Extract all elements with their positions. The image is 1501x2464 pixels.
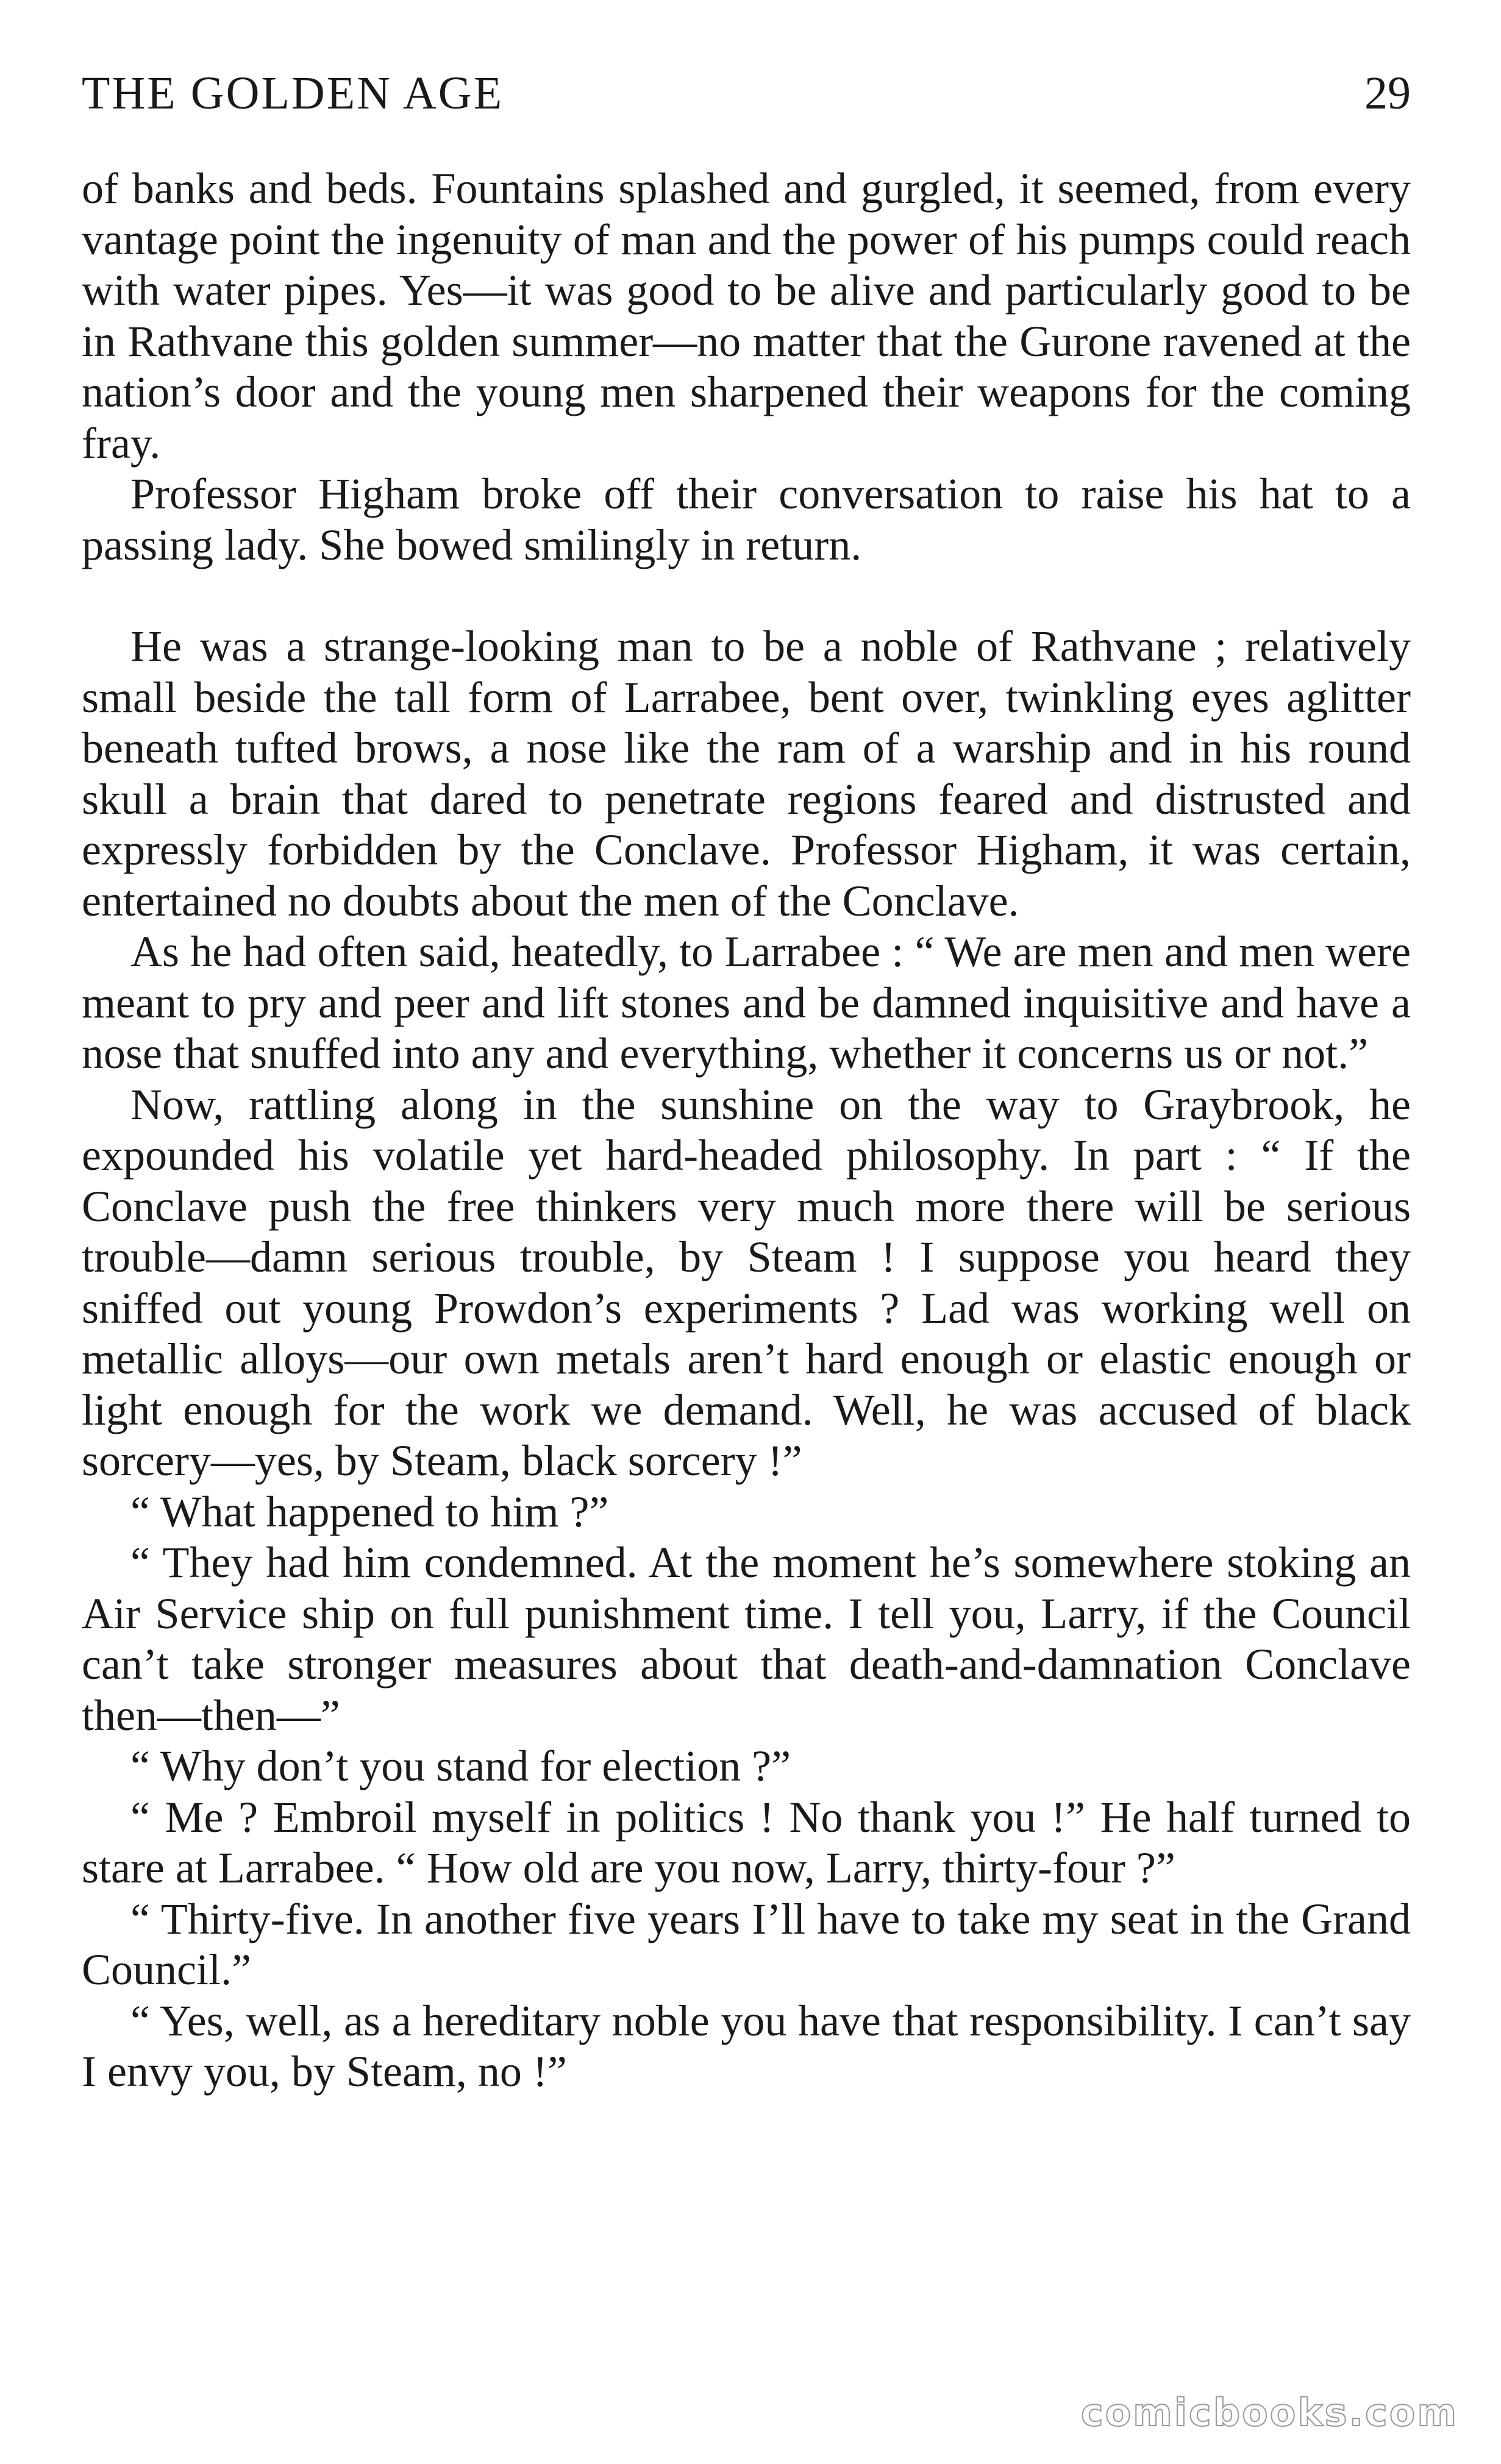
watermark: comicbooks.com (1080, 2390, 1458, 2435)
paragraph: Professor Higham broke off their conversation to raise his hat to a passing lady. She bowed smilingly in return. (82, 469, 1411, 569)
dialogue-line: “ What happened to him ?” (130, 1487, 609, 1536)
dialogue-line: “ Thirty-five. In another five years I’ll have to take my seat in the Grand Council.” (82, 1894, 1411, 1994)
dialogue-line: “ Yes, well, as a hereditary noble you have that responsibility. I can’t say I envy you, by Steam, no !” (82, 1996, 1411, 2096)
dialogue-line: “ Me ? Embroil myself in politics ! No thank you !” He half turned to stare at Larrabee. “ How old are you now, Larry, thirty-four ?” (82, 1792, 1411, 1892)
running-title: THE GOLDEN AGE (82, 68, 504, 119)
book-page (82, 67, 1411, 2098)
page-number: 29 (1364, 68, 1411, 119)
running-header (82, 67, 1411, 140)
dialogue-line: “ They had him condemned. At the moment he’s somewhere stoking an Air Service ship on full punishment time. I tell you, Larry, if the Council can’t take stronger measures about that death-and-damnation Conclave then—then—” (82, 1538, 1411, 1740)
paragraph: Now, rattling along in the sunshine on the way to Graybrook, he expounded his volatile yet hard-headed philosophy. In part : “ If the Conclave push the free thinkers very much more there will be serious trouble—damn serious trouble, by Steam ! I suppose you heard they sniffed out young Prowdon’s experiments ? Lad was working well on metallic alloys—our own metals aren’t hard enough or elastic enough or light enough for the work we demand. Well, he was accused of black sorcery—yes, by Steam, black sorcery !” (82, 1080, 1411, 1485)
paragraph: He was a strange-looking man to be a noble of Rathvane ; relatively small beside the tall form of Larrabee, bent over, twinkling eyes aglitter beneath tufted brows, a nose like the ram of a warship and in his round skull a brain that dared to penetrate regions feared and distrusted and expressly forbidden by the Conclave. Professor Higham, it was certain, entertained no doubts about the men of the Conclave. (82, 622, 1411, 925)
body-text (82, 163, 1411, 2098)
paragraph-continued: of banks and beds. Fountains splashed and gurgled, it seemed, from every vantage point the ingenuity of man and the power of his pumps could reach with water pipes. Yes—it was good to be alive and particularly good to be in Rathvane this golden summer—no matter that the Gurone ravened at the nation’s door and the young men sharpened their weapons for the coming fray. (82, 164, 1411, 468)
paragraph: As he had often said, heatedly, to Larrabee : “ We are men and men were meant to pry and peer and lift stones and be damned inquisitive and have a nose that snuffed into any and everything, whether it concerns us or not.” (82, 927, 1411, 1078)
dialogue-line: “ Why don’t you stand for election ?” (130, 1742, 791, 1790)
